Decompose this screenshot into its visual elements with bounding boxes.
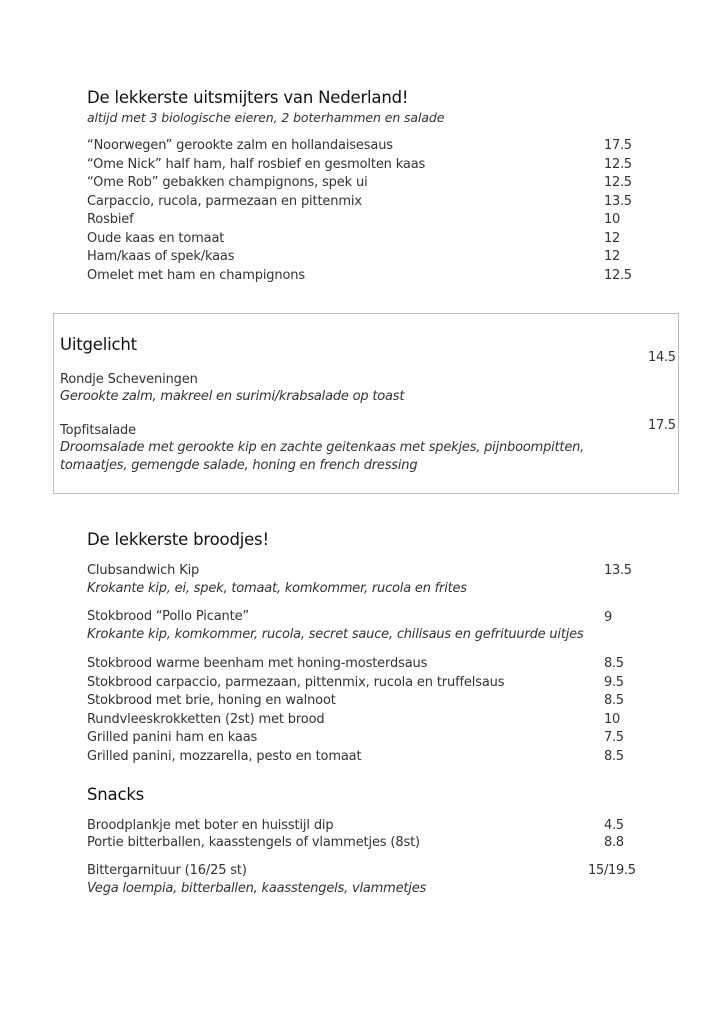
menu-item-price: 17.5 (604, 138, 632, 153)
menu-item-price: 8.5 (604, 748, 624, 764)
menu-item-name: Ham/kaas of spek/kaas (87, 249, 235, 264)
menu-item-name: Grilled panini ham en kaas (87, 730, 258, 745)
menu-item-name: Bittergarnituur (16/25 st) (87, 863, 247, 878)
menu-item-name: Portie bitterballen, kaasstengels of vlammetjes (8st) (87, 835, 420, 850)
menu-item-name: “Ome Rob” gebakken champignons, spek ui (87, 175, 368, 190)
menu-item-name: Rondje Scheveningen (60, 372, 198, 387)
menu-item-price: 8.5 (604, 656, 624, 671)
menu-item-price: 13.5 (604, 563, 632, 578)
menu-item-name: Rundvleeskrokketten (2st) met brood (87, 711, 325, 727)
menu-item-name: Clubsandwich Kip (87, 563, 200, 578)
menu-item-price: 12 (604, 230, 620, 246)
menu-item-name: Rosbief (87, 212, 134, 227)
menu-item-description: Vega loempia, bitterballen, kaasstengels, vlammetjes (87, 881, 427, 896)
menu-item-price: 10 (604, 212, 620, 227)
menu-item-name: Carpaccio, rucola, parmezaan en pittenmix (87, 193, 362, 209)
menu-item-description: tomaatjes, gemengde salade, honing en french dressing (60, 458, 418, 473)
menu-item-price: 12.5 (604, 175, 632, 190)
menu-item-price: 8.5 (604, 693, 624, 708)
menu-item-price: 15/19.5 (588, 863, 636, 878)
menu-item-name: “Ome Nick” half ham, half rosbief en gesmolten kaas (87, 156, 426, 172)
menu-item-description: Krokante kip, ei, spek, tomaat, komkommer, rucola en frites (87, 581, 467, 596)
menu-item-price: 4.5 (604, 818, 624, 833)
menu-item-name: Oude kaas en tomaat (87, 230, 225, 246)
menu-item-price: 17.5 (648, 418, 676, 433)
menu-item-price: 9 (604, 610, 612, 625)
section-title: Uitgelicht (60, 335, 137, 354)
menu-item-name: Omelet met ham en champignons (87, 267, 305, 283)
menu-item-price: 12 (604, 249, 620, 264)
menu-item-name: Stokbrood warme beenham met honing-mosterdsaus (87, 656, 428, 671)
menu-item-name: Grilled panini, mozzarella, pesto en tomaat (87, 748, 362, 764)
menu-item-price: 8.8 (604, 835, 624, 850)
menu-item-price: 13.5 (604, 193, 632, 209)
menu-item-price: 12.5 (604, 156, 632, 172)
section-title: De lekkerste broodjes! (87, 530, 269, 549)
menu-item-description: Droomsalade met gerookte kip en zachte geitenkaas met spekjes, pijnboompitten, (60, 440, 585, 455)
menu-item-price: 14.5 (648, 350, 676, 365)
menu-item-name: Topfitsalade (60, 423, 136, 438)
section-subtitle: altijd met 3 biologische eieren, 2 boterhammen en salade (87, 110, 445, 125)
menu-item-price: 10 (604, 711, 620, 727)
section-title: Snacks (87, 785, 145, 804)
menu-item-price: 12.5 (604, 267, 632, 283)
menu-item-price: 9.5 (604, 674, 624, 690)
menu-item-name: Broodplankje met boter en huisstijl dip (87, 818, 334, 833)
menu-item-name: Stokbrood carpaccio, parmezaan, pittenmix, rucola en truffelsaus (87, 674, 505, 690)
menu-item-description: Krokante kip, komkommer, rucola, secret sauce, chilisaus en gefrituurde uitjes (87, 627, 584, 642)
section-title: De lekkerste uitsmijters van Nederland! (87, 88, 409, 107)
menu-item-name: Stokbrood met brie, honing en walnoot (87, 693, 336, 708)
menu-item-description: Gerookte zalm, makreel en surimi/krabsalade op toast (60, 389, 405, 404)
menu-item-name: Stokbrood “Pollo Picante” (87, 609, 250, 624)
menu-item-price: 7.5 (604, 730, 624, 745)
menu-item-name: “Noorwegen” gerookte zalm en hollandaisesaus (87, 138, 393, 153)
